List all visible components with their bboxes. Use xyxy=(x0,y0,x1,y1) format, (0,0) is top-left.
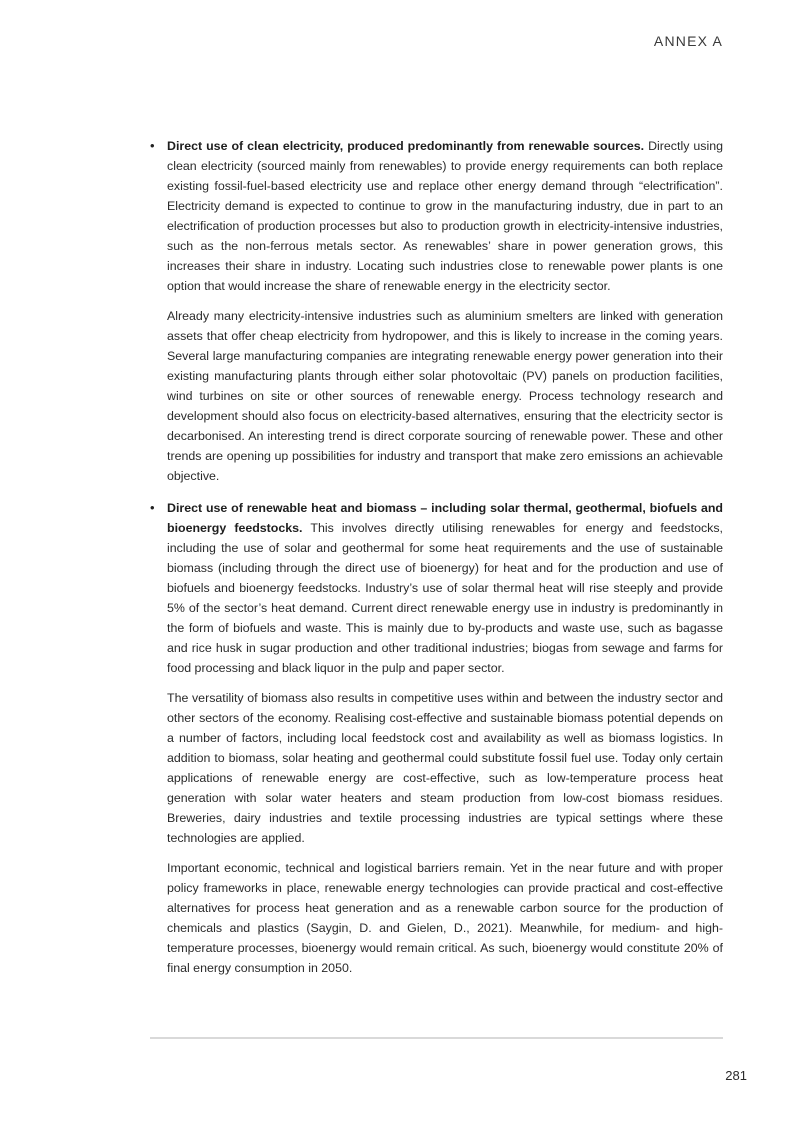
page-number: 281 xyxy=(725,1068,747,1083)
bullet-lead-text: Direct use of renewable heat and biomass – including solar thermal, geothermal, biofuels and bioenergy feedstocks. xyxy=(167,501,723,535)
bullet-paragraph xyxy=(167,498,723,678)
bullet-dot-icon: • xyxy=(150,500,155,515)
main-content xyxy=(150,136,723,990)
body-paragraph: The versatility of biomass also results in competitive uses within and between the industry sector and other sectors of the economy. Realising cost-effective and sustainable biomass potential depends on a number of factors, including local feedstock cost and availability as well as biomass logistics. In addition to biomass, solar heating and geothermal could substitute fossil fuel use. Today only certain applications of renewable energy are cost-effective, such as low-temperature process heat generation with solar water heaters and steam production from low-cost biomass residues. Breweries, dairy industries and textile processing industries are typical settings where these technologies are applied. xyxy=(167,691,723,845)
body-paragraph: Important economic, technical and logistical barriers remain. Yet in the near future and with proper policy frameworks in place, renewable energy technologies can provide practical and cost-effective alternatives for process heat generation and as a renewable carbon source for the production of chemicals and plastics (Saygin, D. and Gielen, D., 2021). Meanwhile, for medium- and high-temperature processes, bioenergy would remain critical. As such, bioenergy would constitute 20% of final energy consumption in 2050. xyxy=(167,861,723,975)
bullet-lead-text: Direct use of clean electricity, produced predominantly from renewable sources. xyxy=(167,139,645,153)
bullet-item-renewable-heat xyxy=(150,498,723,978)
footer-divider xyxy=(150,1037,723,1039)
body-paragraph: Already many electricity-intensive industries such as aluminium smelters are linked with generation assets that offer cheap electricity from hydropower, and this is likely to increase in the coming years. Several large manufacturing companies are integrating renewable energy power generation into their existing manufacturing plants through either solar photovoltaic (PV) panels on production facilities, wind turbines on site or other sources of renewable energy. Process technology research and development should also focus on electricity-based alternatives, ensuring that the electricity sector is decarbonised. An interesting trend is direct corporate sourcing of renewable power. These and other trends are opening up possibilities for industry and transport that make zero emissions an achievable objective. xyxy=(167,309,723,483)
bullet-body-text: Directly using clean electricity (sourced mainly from renewables) to provide energy requirements can both replace existing fossil-fuel-based electricity use and replace other energy demand through “electrification”. Electricity demand is expected to continue to grow in the manufacturing industry, due in part to an electrification of production processes but also to production growth in electricity-intensive industries, such as the non-ferrous metals sector. As renewables’ share in power generation grows, this increases their share in industry. Locating such industries close to renewable power plants is one option that would increase the share of renewable energy in the electricity sector. xyxy=(167,139,724,293)
annex-header: ANNEX A xyxy=(653,33,723,49)
bullet-item-clean-electricity xyxy=(150,136,723,486)
bullet-paragraph xyxy=(167,136,723,296)
bullet-dot-icon: • xyxy=(150,138,155,153)
bullet-list xyxy=(150,136,723,978)
bullet-body-text: This involves directly utilising renewables for energy and feedstocks, including the use of solar and geothermal for some heat requirements and the use of sustainable biomass (including through the direct use of bioenergy) for heat and for the production and use of biofuels and bioenergy feedstocks. Industry’s use of solar thermal heat will rise steeply and provide 5% of the sector’s heat demand. Current direct renewable energy use in industry is predominantly in the form of biofuels and waste. This is mainly due to by-products and waste use, such as bagasse and rice husk in sugar production and other traditional industries; biogas from sewage and farms for food processing and black liquor in the pulp and paper sector. xyxy=(167,521,723,675)
